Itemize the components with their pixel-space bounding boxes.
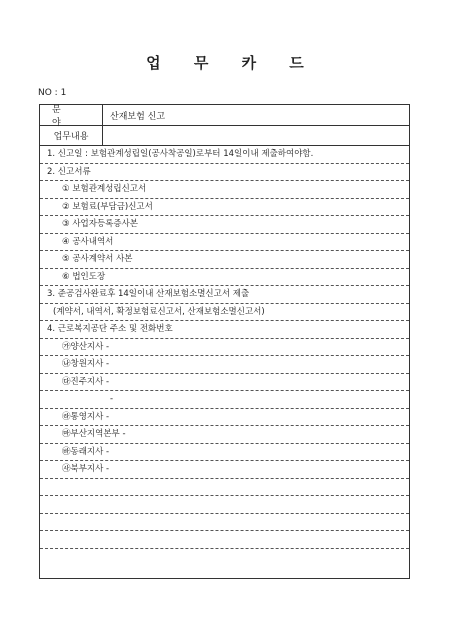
list-item — [40, 531, 409, 549]
list-item: 4. 근로복지공단 주소 및 전화번호 — [40, 321, 409, 339]
list-item: ③ 사업자등록증사본 — [40, 216, 409, 234]
field-value: 산재보험 신고 — [110, 111, 166, 122]
list-item: ㉱통영지사 - — [40, 409, 409, 427]
field-row — [40, 105, 409, 126]
document-number: NO : 1 — [38, 88, 67, 98]
list-item: ㉯창원지사 - — [40, 356, 409, 374]
list-item: ㉮양산지사 - — [40, 339, 409, 357]
list-item: - — [40, 391, 409, 409]
list-item: ⑤ 공사계약서 사본 — [40, 251, 409, 269]
list-item: ㉳동래지사 - — [40, 444, 409, 462]
list-item: 2. 신고서류 — [40, 164, 409, 182]
list-item: ㉴북부지사 - — [40, 461, 409, 479]
list-item: ② 보험료(부담금)신고서 — [40, 199, 409, 217]
page-title: 업 무 카 드 — [146, 54, 318, 72]
list-item: ④ 공사내역서 — [40, 234, 409, 252]
list-item: ⑥ 법인도장 — [40, 269, 409, 287]
list-item: (계약서, 내역서, 확정보험료신고서, 산재보험소멸신고서) — [40, 304, 409, 322]
content-row — [40, 126, 409, 146]
list-item: ㉲부산지역본부 - — [40, 426, 409, 444]
list-item: 3. 준공검사완료후 14일이내 산재보험소멸신고서 제출 — [40, 286, 409, 304]
list-item: ㉰진주지사 - — [40, 374, 409, 392]
content-label: 업무내용 — [40, 126, 103, 145]
field-label: 분 야 — [40, 105, 103, 125]
list-item: 1. 신고일 : 보험관계성립일(공사착공일)로부터 14일이내 제출하여야함. — [40, 146, 409, 164]
list-item — [40, 479, 409, 497]
list-item — [40, 514, 409, 532]
list-item — [40, 496, 409, 514]
list-item: ① 보험관계성립신고서 — [40, 181, 409, 199]
work-card — [39, 104, 410, 579]
